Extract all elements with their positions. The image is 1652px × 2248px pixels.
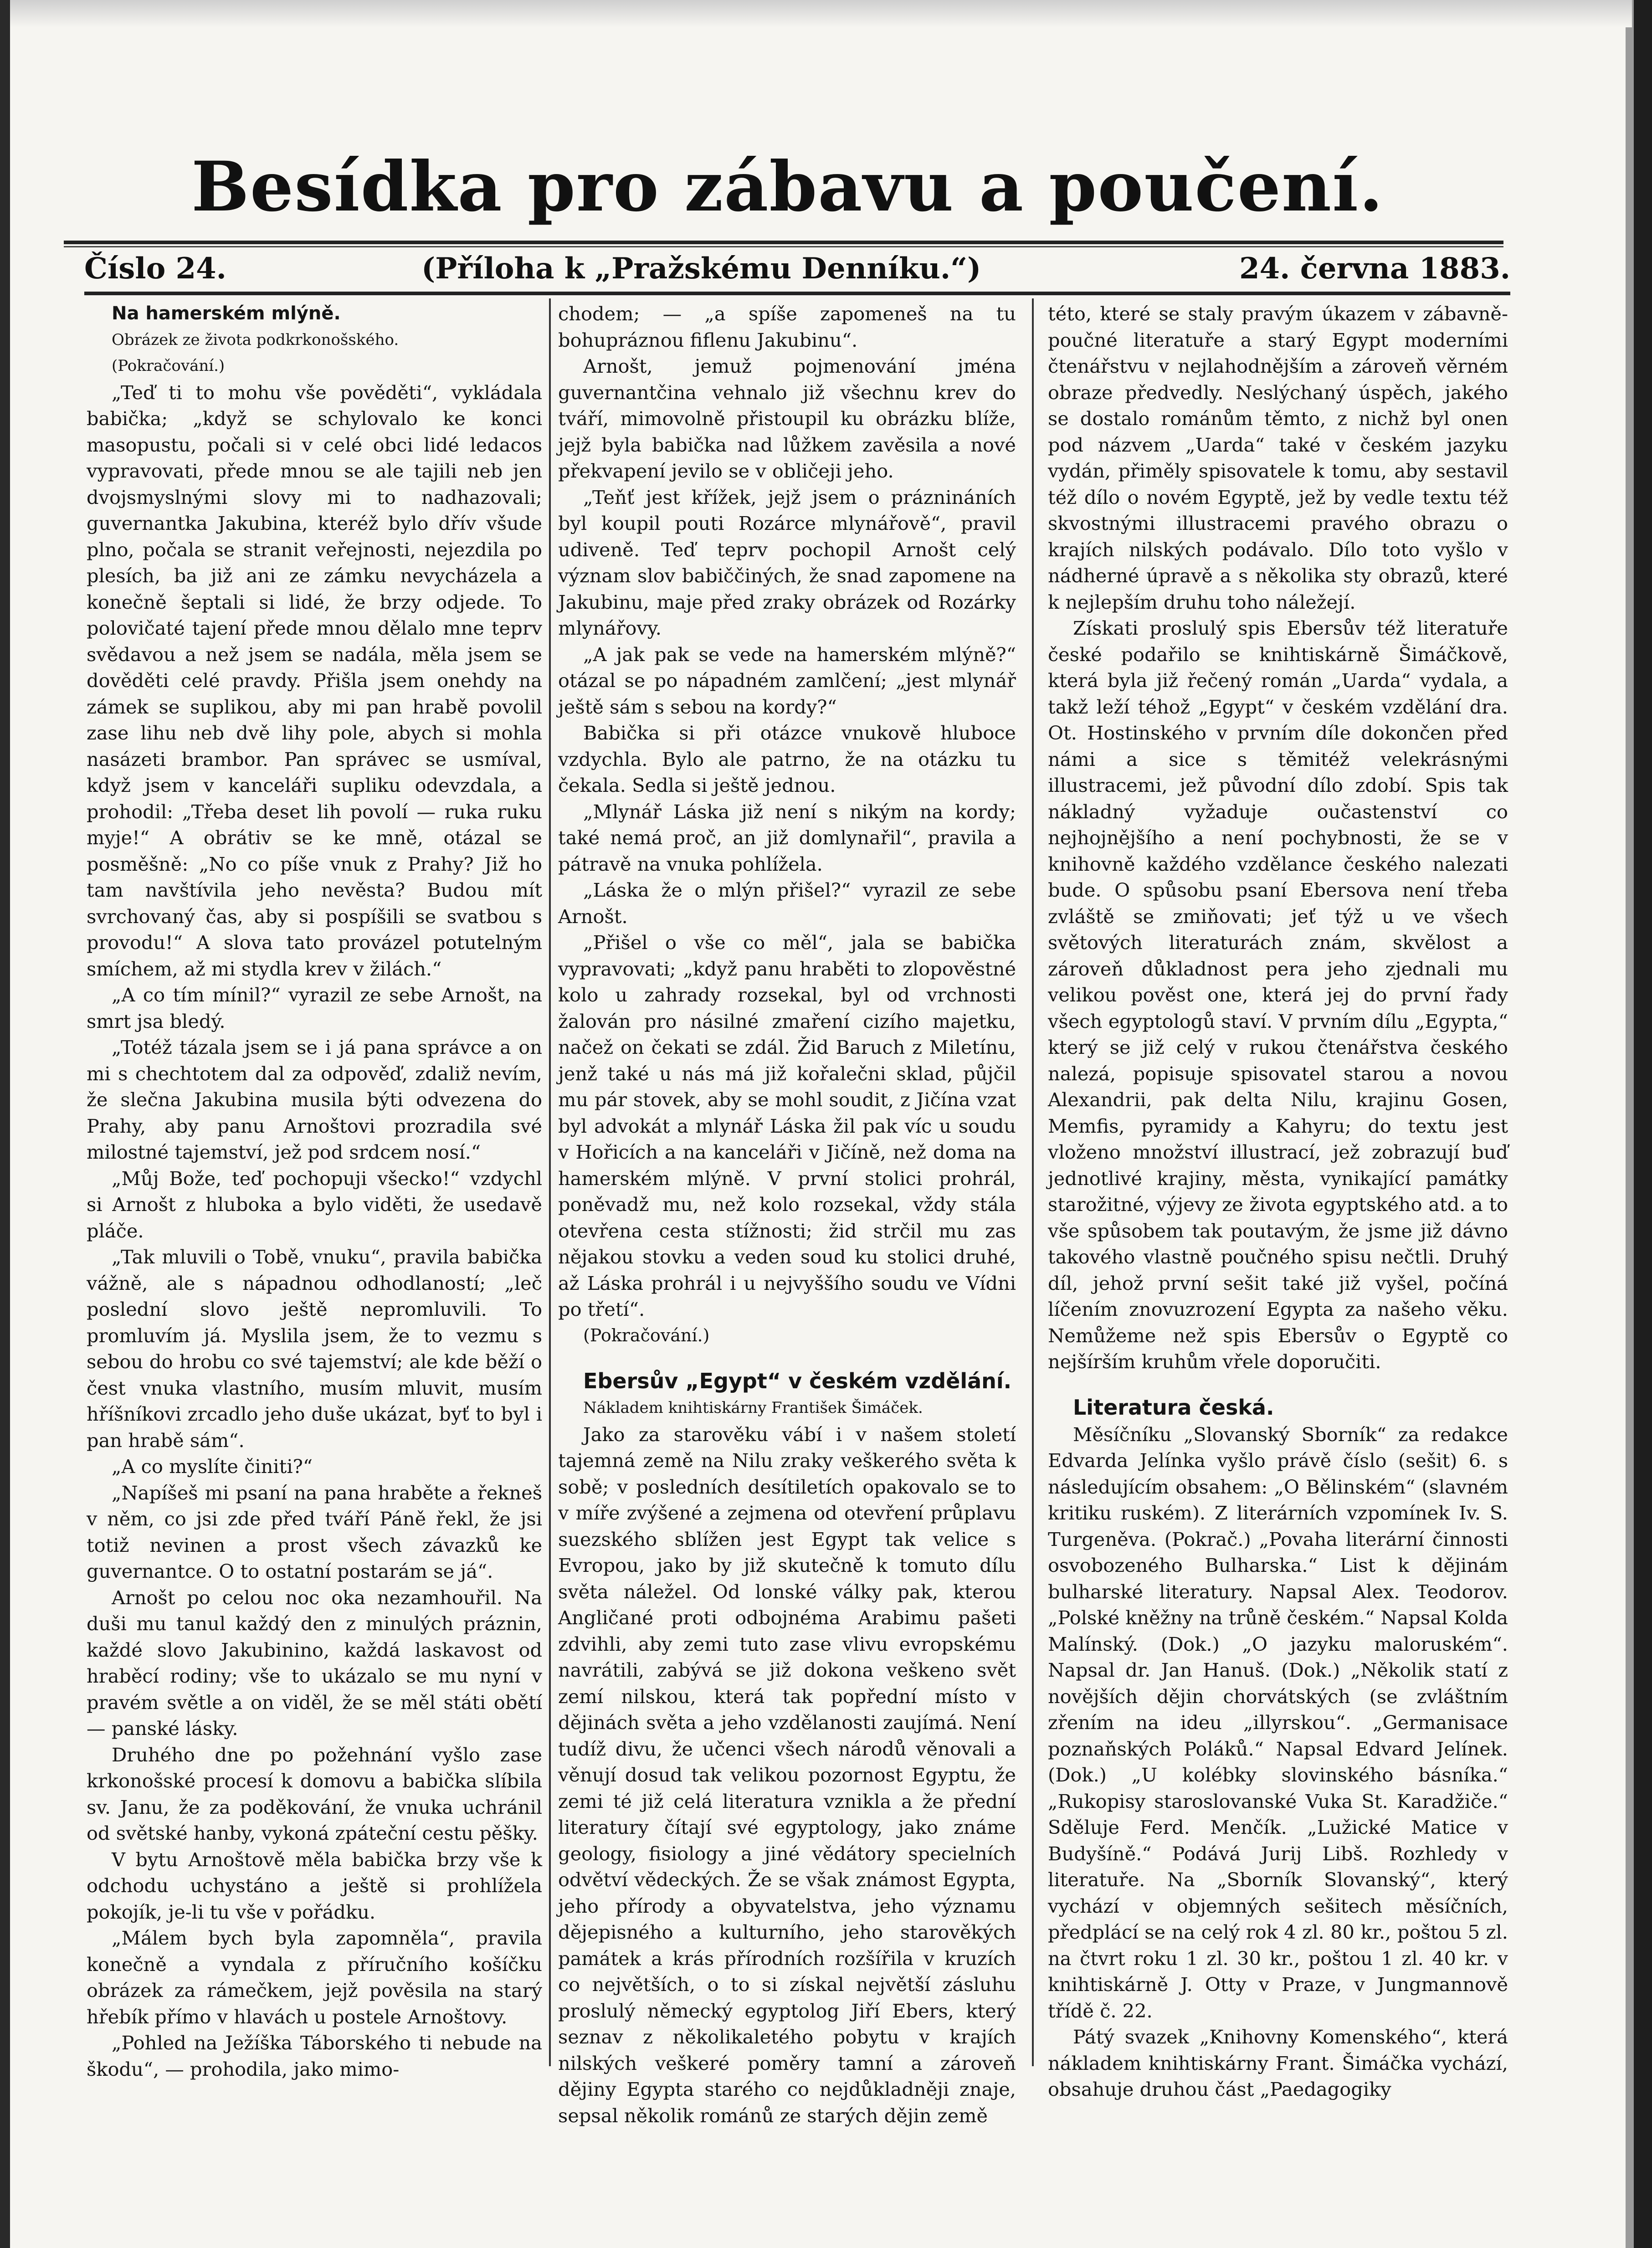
column-2 [558,301,1016,2127]
paragraph: „A co tím mínil?“ vyrazil ze sebe Arnošt, na smrt jsa bledý. [87,984,542,1032]
scan-top-shadow [10,0,1632,27]
paragraph: „Teď ti to mohu vše pověděti“, vykládala babička; „když se schylovalo ke konci masopustu, počali si v celé obci lidé ledacos vypravovati, přede mnou se ale tajili neb jen dvojsmyslnými slovy mi to nadhazovali; guvernantka Jakubina, kteréž bylo dřív všude plno, počala se stranit veřejnosti, nejezdila po plesích, ba již ani ze zámku nevycházela a konečně šeptali si lidé, že brzy odjede. To polovičaté tajení přede mnou dělalo mne teprv svědavou a než jsem se nadála, měla jsem se dověděti celé pravdy. Přišla jsem onehdy na zámek se suplikou, aby mi pan hrabě povolil zase lihu neb dvě lihy pole, abych si mohla nasázeti brambor. Pan správec se usmíval, když jsem v kanceláři supliku odevzdala, a prohodil: „Třeba deset lih povolí — ruka ruku myje!“ A obrátiv se ke mně, otázal se posměšně: „No co píše vnuk z Prahy? Již ho tam navštívila jeho nevěsta? Budou mít svrchovaný čas, aby si pospíšili se svatbou s provodu!“ A slova tato provázel potutelným smíchem, až mi stydla krev v žilách.“ [87,381,542,980]
paragraph: „A jak pak se vede na hamerském mlýně?“ otázal se po nápadném zamlčení; „jest mlynář ještě sám s sebou na kordy?“ [558,643,1016,718]
paragraph: Babička si při otázce vnukově hluboce vzdychla. Bylo ale patrno, že na otázku tu čekala. Sedla si ještě jednou. [558,722,1016,796]
paragraph: Pátý svazek „Knihovny Komenského“, která nákladem knihtiskárny Frant. Šimáčka vychází, obsahuje druhou část „Paedagogiky [1048,2026,1508,2100]
scan-border-right-inner [1626,0,1634,2248]
section-gap [558,1349,1016,1367]
paragraph: „Láska že o mlýn přišel?“ vyrazil ze sebe Arnošt. [558,879,1016,928]
issue-line-rule [84,292,1510,295]
column-1 [87,301,542,2080]
paragraph: Arnošt, jemuž pojmenování jména guvernantčina vehnalo již všechnu krev do tváří, mimovolně přistoupil ku obrázku blíže, jejž byla babička nad lůžkem zavěsila a nové překvapení jevilo se v obličeji jeho. [558,355,1016,482]
article-1-subtitle: Obrázek ze života podkrkonošského. [112,330,399,349]
article-2-subtitle: Nákladem knihtiskárny František Šimáček. [583,1399,923,1417]
scan-border-left [0,0,10,2248]
issue-line [84,248,1510,289]
paragraph: chodem; — „a spíše zapomeneš na tu bohupráznou fiflenu Jakubinu“. [558,303,1016,351]
article-2-title: Ebersův „Egypt“ v českém vzdělání. [583,1369,1012,1393]
paragraph: „Napíšeš mi psaní na pana hraběte a řekneš v něm, co jsi zde před tváří Páně řekl, že jsi totiž nevinen a prost všech závazků ke guvernantce. O to ostatní postarám se já“. [87,1481,542,1582]
section-gap [1048,1375,1508,1393]
paragraph: „Teňť jest křížek, jejž jsem o práznináních byl koupil pouti Rozárce mlynářově“, pravil udiveně. Teď teprv pochopil Arnošt celý význam slov babiččiných, že snad zapomene na Jakubinu, maje před zraky obrázek od Rozárky mlynářovy. [558,486,1016,639]
column-divider-2 [1032,298,1034,2066]
paragraph: Druhého dne po požehnání vyšlo zase krkonošské procesí k domovu a babička slíbila sv. Janu, že za poděkování, že vnuka uchránil od světské hanby, vykoná zpáteční cestu pěšky. [87,1743,542,1844]
article-1-title: Na hamerském mlýně. [112,303,341,324]
paragraph: „Mlynář Láska již není s nikým na kordy; také nemá proč, an již domlynařil“, pravila a pátravě na vnuka pohlížela. [558,800,1016,875]
column-divider-1 [549,298,551,2066]
paragraph: „Můj Bože, teď pochopuji všecko!“ vzdychl si Arnošt z hluboka a bylo viděti, že usedavě pláče. [87,1167,542,1242]
paragraph: „Přišel o vše co měl“, jala se babička vypravovati; „když panu hraběti to zlopověstné kolo u zahrady rozsekal, byl od vrchnosti žalován pro násilné zmaření cizího majetku, načež on čekati se zdál. Žid Baruch z Miletínu, jenž také u nás má již kořalečni sklad, půjčil mu pár stovek, aby se mohl soudit, z Jičína vzat byl advokát a mlynář Láska žil pak víc u soudu v Hořicích a na kanceláři v Jičíně, než doma na hamerském mlýně. V první stolici prohrál, poněvadž mu, než kolo rozsekal, vždy stála otevřena cesta stížnosti; žid strčil mu zas nějakou stovku a veden soud ku stolici druhé, až Láska prohrál i u nejvyššího soudu ve Vídni po třetí“. [558,931,1016,1320]
paragraph: „Tak mluvili o Tobě, vnuku“, pravila babička vážně, ale s nápadnou odhodlaností; „leč poslední slovo ještě nepromluvili. To promluvím já. Myslila jsem, že to vezmu s sebou do hrobu co své tajemství; ale kde běží o čest vnuka vlastního, musím mluvit, musím hříšníkovi zrcadlo jeho duše ukázat, byť to byl i pan hrabě sám“. [87,1246,542,1452]
paragraph: Arnošt po celou noc oka nezamhouřil. Na duši mu tanul každý den z minulých práznin, každé slovo Jakubinino, každá laskavost od hraběcí rodiny; vše to ukázalo se mu nyní v pravém světle a on viděl, že se měl státi obětí — panské lásky. [87,1586,542,1740]
issue-number: Číslo 24. [84,251,226,286]
paragraph: „Pohled na Ježíška Táborského ti nebude na škodu“, — prohodila, jako mimo- [87,2032,542,2080]
column-3 [1048,301,1508,2100]
masthead-title: Besídka pro zábavu a poučení. [191,147,1384,227]
paragraph: této, které se staly pravým úkazem v zábavně-poučné literatuře a starý Egypt moderními čtenářstvu v nejlahodnějším a zároveň věrném obraze předvedly. Neslýchaný úspěch, jakého se dostalo románům těmto, z nichž byl onen pod názvem „Uarda“ také v českém jazyku vydán, přiměly spisovatele k tomu, aby sestavil též dílo o novém Egyptě, jež by vedle textu též skvostnými illustracemi pravého obrazu o krajích nilských podávalo. Dílo toto vyšlo v nádherné úpravě a s několika sty obrazů, které k nejlepším druhu toho náležejí. [1048,303,1508,613]
article-1-cont-end: (Pokračování.) [583,1325,710,1345]
scan-border-right [1634,0,1652,2248]
article-3-title: Literatura česká. [1073,1395,1274,1420]
paragraph: „A co myslíte činiti?“ [112,1455,313,1478]
masthead-rule [64,241,1503,244]
masthead-rule-thin [64,246,1503,247]
paragraph: Získati proslulý spis Ebersův též literatuře české podařilo se knihtiskárně Šimáčkově, která byla již řečený román „Uarda“ vydala, a takž leží téhož „Egypt“ v českém vzdělání dra. Ot. Hostinského v prvním díle dokončen před námi a sice s těmitéž velekrásnými illustracemi, jež původní dílo zdobí. Spis tak nákladný vyžaduje oučastenství co nejhojnějšího a není pochybnosti, že se v knihovně každého vzdělance českého nalezati bude. O spůsobu psaní Ebersova není třeba zvláště se zmiňovati; jeť týž u ve všech světových literaturách znám, skvělost a zároveň důkladnost pera jeho zjednali mu velikou pověst one, která jej do první řady všech egyptologů staví. V prvním dílu „Egypta,“ který se již celý v rukou čtenářstva českého nalezá, popisuje spisovatel starou a novou Alexandrii, pak delta Nilu, krajinu Gosen, Memfis, pyramidy a Kahyru; do textu jest vloženo množství illustrací, jež zobrazují buď jednotlivé krajiny, města, vynikající památky starožitné, výjevy ze života egyptského atd. a to vše spůsobem tak poutavým, že jsme již dávno takového vlastně poučného spisu nečtli. Druhý díl, jehož první sešit také již vyšel, počíná líčením znovuzrození Egypta za našeho věku. Nemůžeme než spis Ebersův o Egyptě co nejšírším kruhům vřele doporučiti. [1048,617,1508,1373]
paragraph: Jako za starověku vábí i v našem století tajemná země na Nilu zraky veškerého světa k sobě; v posledních desítiletích opakovalo se to v míře zvýšené a zejmena od otevření průplavu suezského sblížen jest Egypt tak velice s Evropou, jako by již skutečně k tomuto dílu světa náležel. Od lonské války pak, kterou Angličané proti odbojnéma Arabimu pašeti zdvihli, aby zemi tuto zase vlivu evropskému navrátili, zabývá se již dokona veškeno svět zemí nilskou, která tak popřední místo v dějinách světa a jeho vzdělanosti zaujímá. Není tudíž divu, že učenci všech národů věnovali a věnují dosud tak velikou pozornost Egyptu, že zemi té již celá literatura vznikla a že přední literatury čítají své egyptology, jako známe geology, fisiology a jiné vědátory specielních odvětví vědeckých. Že se však známost Egypta, jeho přírody a obyvatelstva, jeho významu dějepisného a kulturního, jeho starověkých památek a krás přírodních rozšířila v kruzích co největších, o to si získal největší zásluhu proslulý německý egyptolog Jiří Ebers, který seznav z několikaletého pobytu v krajích nilských veškeré poměry tamní a zároveň dějiny Egypta starého co nejdůkladněji znaje, sepsal několik románů ze starých dějin země [558,1423,1016,2127]
issue-date: 24. června 1883. [1239,251,1510,286]
paragraph: „Totéž tázala jsem se i já pana správce a on mi s chechtotem dal za odpověď, zdaliž nevím, že slečna Jakubina musila býti odvezena do Prahy, aby panu Arnoštovi prozradila své milostné tajemství, jež pod srdcem nosí.“ [87,1036,542,1163]
paragraph: V bytu Arnoštově měla babička brzy vše k odchodu uchystáno a ještě si prohlížela pokojík, je-li tu vše v pořádku. [87,1848,542,1923]
paragraph: Měsíčníku „Slovanský Sborník“ za redakce Edvarda Jelínka vyšlo právě číslo (sešit) 6. s následujícím obsahem: „O Bělinském“ (slavném kritiku ruském). Z literárních vzpomínek Iv. S. Turgeněva. (Pokrač.) „Povaha literární činnosti osvobozeného Bulharska.“ List k dějinám bulharské literatury. Napsal Alex. Teodorov. „Polské kněžny na trůně českém.“ Napsal Kolda Malínský. (Dok.) „O jazyku maloruském“. Napsal dr. Jan Hanuš. (Dok.) „Několik statí z novějších dějin chorvátských (se zvláštním zřením na ideu „illyrskou“. „Germanisace poznaňských Poláků.“ Napsal Edvard Jelínek. (Dok.) „U kolébky slovinského básníka.“ „Rukopisy staroslovanské Vuka St. Karadžiče.“ Sděluje Ferd. Menčík. „Lužické Matice v Budyšíně.“ Podává Jurij Libš. Rozhledy v literatuře. Na „Sborník Slovanský“, který vychází v objemných sešitech měsíčních, předplácí se na celý rok 4 zl. 80 kr., poštou 5 zl. na čtvrt roku 1 zl. 30 kr., poštou 1 zl. 40 kr. v knihtiskárně J. Otty v Praze, v Jungmannově třídě č. 22. [1048,1423,1508,2022]
paragraph: „Málem bych byla zapomněla“, pravila konečně a vyndala z příručního košíčku obrázek za rámečkem, jejž pověsila na starý hřebík přímo v hlavách u postele Arnoštovy. [87,1927,542,2028]
supplement-note: (Příloha k „Pražskému Denníku.“) [421,251,981,286]
article-1-cont-note: (Pokračování.) [112,357,225,375]
